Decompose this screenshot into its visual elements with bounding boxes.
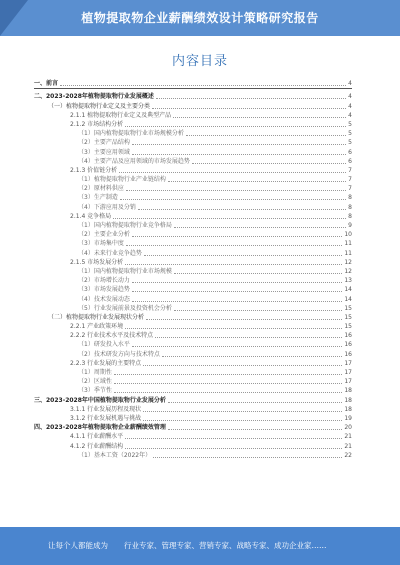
toc-entry-label: （1）研发投入水平	[78, 341, 130, 349]
toc-entry-label: （1）周期性	[78, 369, 112, 376]
toc-entry-page: 17	[344, 378, 352, 386]
toc-entry-label: （2）主要企业分析	[78, 231, 130, 239]
toc-entry-page: 4	[348, 102, 352, 110]
toc-entry-label: 2.1.4 竞争格局	[70, 212, 112, 220]
toc-leader-dots	[143, 411, 342, 412]
toc-entry[interactable]	[34, 450, 352, 459]
toc-entry-page: 16	[344, 332, 352, 340]
report-title: 植物提取物企业薪酬绩效设计策略研究报告	[81, 11, 319, 25]
toc-entry-page: 19	[344, 414, 352, 422]
footer-lead: 让每个人都能成为	[48, 541, 108, 550]
toc-entry-page: 13	[344, 277, 352, 285]
toc-leader-dots	[174, 227, 346, 228]
toc-entry-page: 14	[344, 295, 352, 303]
toc-entry-label: 3.1.2 行业发展机遇与挑战	[70, 414, 142, 422]
toc-leader-dots	[173, 117, 346, 118]
table-of-contents	[34, 78, 352, 459]
toc-leader-dots	[168, 402, 342, 403]
toc-entry[interactable]	[34, 348, 352, 357]
toc-entry[interactable]	[34, 110, 352, 119]
toc-entry-page: 14	[344, 286, 352, 294]
toc-entry-page: 15	[344, 313, 352, 321]
toc-entry-page: 7	[348, 166, 352, 174]
toc-entry[interactable]	[34, 247, 352, 256]
toc-entry-label: （二）植物提取物行业发展现状分析	[48, 313, 145, 321]
footer-message: 行业专家、管理专家、营销专家、战略专家、成功企业家……	[124, 541, 327, 550]
toc-leader-dots	[156, 98, 346, 99]
toc-leader-dots	[125, 264, 342, 265]
toc-entry-label: （1）植物提取物行业产业链结构	[78, 176, 166, 184]
toc-entry-label: （2）主要产品结构	[78, 139, 130, 147]
toc-leader-dots	[132, 301, 343, 302]
toc-entry[interactable]	[34, 165, 352, 174]
footer-banner	[0, 527, 400, 565]
toc-entry-page: 17	[344, 369, 352, 376]
toc-entry-label: （4）下游应用及分销	[78, 203, 136, 211]
toc-leader-dots	[132, 346, 343, 347]
toc-entry[interactable]	[34, 238, 352, 247]
toc-entry[interactable]	[34, 404, 352, 413]
toc-entry[interactable]	[34, 192, 352, 201]
toc-leader-dots	[186, 135, 346, 136]
toc-entry-label: 2.2.3 行业发展的主要特点	[70, 359, 142, 367]
toc-entry-label: 一、前言	[34, 80, 59, 88]
toc-entry-page: 4	[348, 80, 352, 88]
toc-leader-dots	[114, 392, 343, 393]
toc-entry-page: 8	[348, 212, 352, 220]
toc-leader-dots	[138, 209, 346, 210]
toc-entry[interactable]	[34, 257, 352, 266]
toc-leader-dots	[125, 126, 346, 127]
toc-entry-label: （1）国内植物提取物行业竞争格局	[78, 222, 172, 229]
toc-entry-page: 11	[344, 249, 352, 257]
toc-entry-label: （3）主要应用领域	[78, 148, 130, 156]
toc-leader-dots	[168, 181, 346, 182]
toc-entry[interactable]	[34, 211, 352, 220]
toc-entry[interactable]	[34, 394, 352, 403]
toc-entry[interactable]	[34, 440, 352, 449]
toc-entry-label: 三、2023-2028年中国植物提取物行业发展分析	[34, 396, 166, 404]
toc-entry-label: 2.1.5 市场发展分析	[70, 258, 124, 266]
toc-entry-page: 12	[344, 258, 352, 266]
toc-leader-dots	[114, 383, 343, 384]
toc-entry-label: （2）技术研发方向与技术特点	[78, 350, 160, 358]
toc-leader-dots	[126, 190, 346, 191]
toc-entry-page: 4	[348, 93, 352, 101]
toc-entry[interactable]	[34, 128, 352, 137]
toc-entry[interactable]	[34, 358, 352, 367]
toc-entry-page: 15	[344, 304, 352, 312]
toc-entry-page: 16	[344, 350, 352, 358]
toc-entry-label: 2.2.1 产业政策环境	[70, 323, 124, 331]
toc-entry-page: 18	[344, 405, 352, 413]
toc-leader-dots	[192, 163, 346, 164]
toc-entry-label: （3）生产制造	[78, 194, 118, 202]
toc-leader-dots	[126, 245, 343, 246]
toc-entry[interactable]	[34, 413, 352, 422]
toc-entry[interactable]	[34, 91, 352, 100]
toc-leader-dots	[143, 365, 342, 366]
toc-entry[interactable]	[34, 321, 352, 330]
toc-entry[interactable]	[34, 229, 352, 238]
toc-entry-label: 3.1.1 行业发展历程及现状	[70, 405, 142, 413]
toc-entry-label: （4）未来行业竞争趋势	[78, 249, 142, 257]
toc-entry-page: 7	[348, 176, 352, 184]
toc-entry[interactable]	[34, 183, 352, 192]
toc-entry[interactable]	[34, 146, 352, 155]
toc-entry[interactable]	[34, 156, 352, 165]
toc-leader-dots	[132, 236, 343, 237]
toc-entry-page: 6	[348, 148, 352, 156]
toc-entry-label: （4）技术发展动态	[78, 295, 130, 303]
toc-entry-label: （4）主要产品及应用领域的市场发展趋势	[78, 157, 190, 165]
toc-leader-dots	[132, 154, 346, 155]
toc-entry-label: （2）区域性	[78, 378, 112, 386]
toc-entry-page: 10	[344, 231, 352, 239]
toc-leader-dots	[174, 310, 343, 311]
toc-entry-label: （1）基本工资（2022年）	[78, 451, 152, 459]
toc-entry-label: （1）国内植物提取物行业市场规模分析	[78, 130, 184, 138]
toc-entry-page: 8	[348, 203, 352, 211]
toc-entry[interactable]	[34, 266, 352, 275]
toc-entry-label: 2.1.1 植物提取物行业定义及典型产品	[70, 111, 172, 119]
toc-entry-page: 16	[344, 341, 352, 349]
toc-entry-label: 2.1.2 市场结构分析	[70, 120, 124, 128]
toc-leader-dots	[120, 199, 346, 200]
toc-entry-label: （3）季节性	[78, 387, 112, 395]
toc-entry-page: 4	[348, 111, 352, 119]
toc-entry-page: 17	[344, 359, 352, 367]
toc-leader-dots	[60, 85, 346, 86]
toc-entry[interactable]	[34, 330, 352, 339]
toc-entry[interactable]	[34, 376, 352, 385]
toc-entry-page: 5	[348, 130, 352, 138]
toc-leader-dots	[114, 374, 343, 375]
toc-leader-dots	[125, 328, 342, 329]
toc-entry[interactable]	[34, 367, 352, 376]
toc-leader-dots	[119, 172, 346, 173]
toc-leader-dots	[174, 273, 343, 274]
toc-entry[interactable]	[34, 303, 352, 312]
toc-leader-dots	[132, 291, 343, 292]
toc-entry-page: 18	[344, 396, 352, 404]
toc-entry-label: （2）原材料供应	[78, 185, 124, 193]
toc-entry-page: 12	[344, 267, 352, 275]
toc-leader-dots	[144, 255, 343, 256]
toc-entry[interactable]	[34, 312, 352, 321]
toc-entry-label: （3）市场集中度	[78, 240, 124, 248]
toc-entry-page: 9	[348, 222, 352, 229]
toc-entry-label: 四、2023-2028年植物提取物企业薪酬绩效管理	[34, 424, 166, 432]
toc-entry-label: 4.1.2 行业薪酬结构	[70, 442, 124, 450]
toc-leader-dots	[162, 356, 343, 357]
toc-leader-dots	[146, 319, 342, 320]
toc-entry[interactable]	[34, 78, 352, 87]
toc-entry-page: 15	[344, 323, 352, 331]
toc-entry-page: 5	[348, 120, 352, 128]
toc-entry[interactable]	[34, 284, 352, 293]
toc-divider	[34, 88, 352, 89]
toc-entry[interactable]	[34, 220, 352, 229]
toc-entry[interactable]	[34, 137, 352, 146]
toc-entry-label: （1）国内植物提取物行业市场规模	[78, 267, 172, 275]
toc-entry-page: 7	[348, 185, 352, 193]
toc-entry[interactable]	[34, 201, 352, 210]
toc-heading: 内容目录	[171, 54, 228, 69]
header-banner	[0, 0, 400, 36]
toc-entry[interactable]	[34, 385, 352, 394]
toc-entry-page: 6	[348, 157, 352, 165]
toc-entry-page: 18	[344, 387, 352, 395]
toc-entry[interactable]	[34, 100, 352, 109]
toc-entry-page: 8	[348, 194, 352, 202]
toc-leader-dots	[143, 420, 342, 421]
toc-leader-dots	[113, 218, 346, 219]
toc-entry-page: 5	[348, 139, 352, 147]
toc-entry-page: 22	[344, 451, 352, 459]
toc-leader-dots	[152, 108, 346, 109]
toc-leader-dots	[125, 438, 342, 439]
toc-entry-page: 20	[344, 424, 352, 432]
toc-leader-dots	[125, 448, 342, 449]
toc-entry[interactable]	[34, 339, 352, 348]
toc-leader-dots	[168, 429, 342, 430]
toc-entry-label: （2）市场增长动力	[78, 277, 130, 285]
toc-leader-dots	[132, 144, 346, 145]
toc-entry-label: （一）植物提取物行业定义及主要分类	[48, 102, 151, 110]
toc-entry[interactable]	[34, 293, 352, 302]
toc-leader-dots	[153, 457, 342, 458]
toc-entry[interactable]	[34, 174, 352, 183]
toc-entry[interactable]	[34, 431, 352, 440]
toc-leader-dots	[132, 282, 343, 283]
toc-entry-page: 21	[344, 442, 352, 450]
toc-entry[interactable]	[34, 275, 352, 284]
toc-entry-label: （3）市场发展趋势	[78, 286, 130, 294]
toc-entry-page: 21	[344, 433, 352, 441]
toc-entry-label: 2.1.3 价值链分析	[70, 166, 118, 174]
toc-entry-label: 2.2.2 行业技术水平及技术特点	[70, 332, 154, 340]
toc-entry-label: 4.1.1 行业薪酬水平	[70, 433, 124, 441]
toc-entry-label: （5）行业发展前景及投资机会分析	[78, 304, 172, 312]
toc-entry-label: 二、2023-2028年植物提取物行业发展概述	[34, 93, 154, 101]
toc-entry[interactable]	[34, 119, 352, 128]
toc-entry-page: 11	[344, 240, 352, 248]
toc-entry[interactable]	[34, 422, 352, 431]
toc-leader-dots	[155, 337, 342, 338]
